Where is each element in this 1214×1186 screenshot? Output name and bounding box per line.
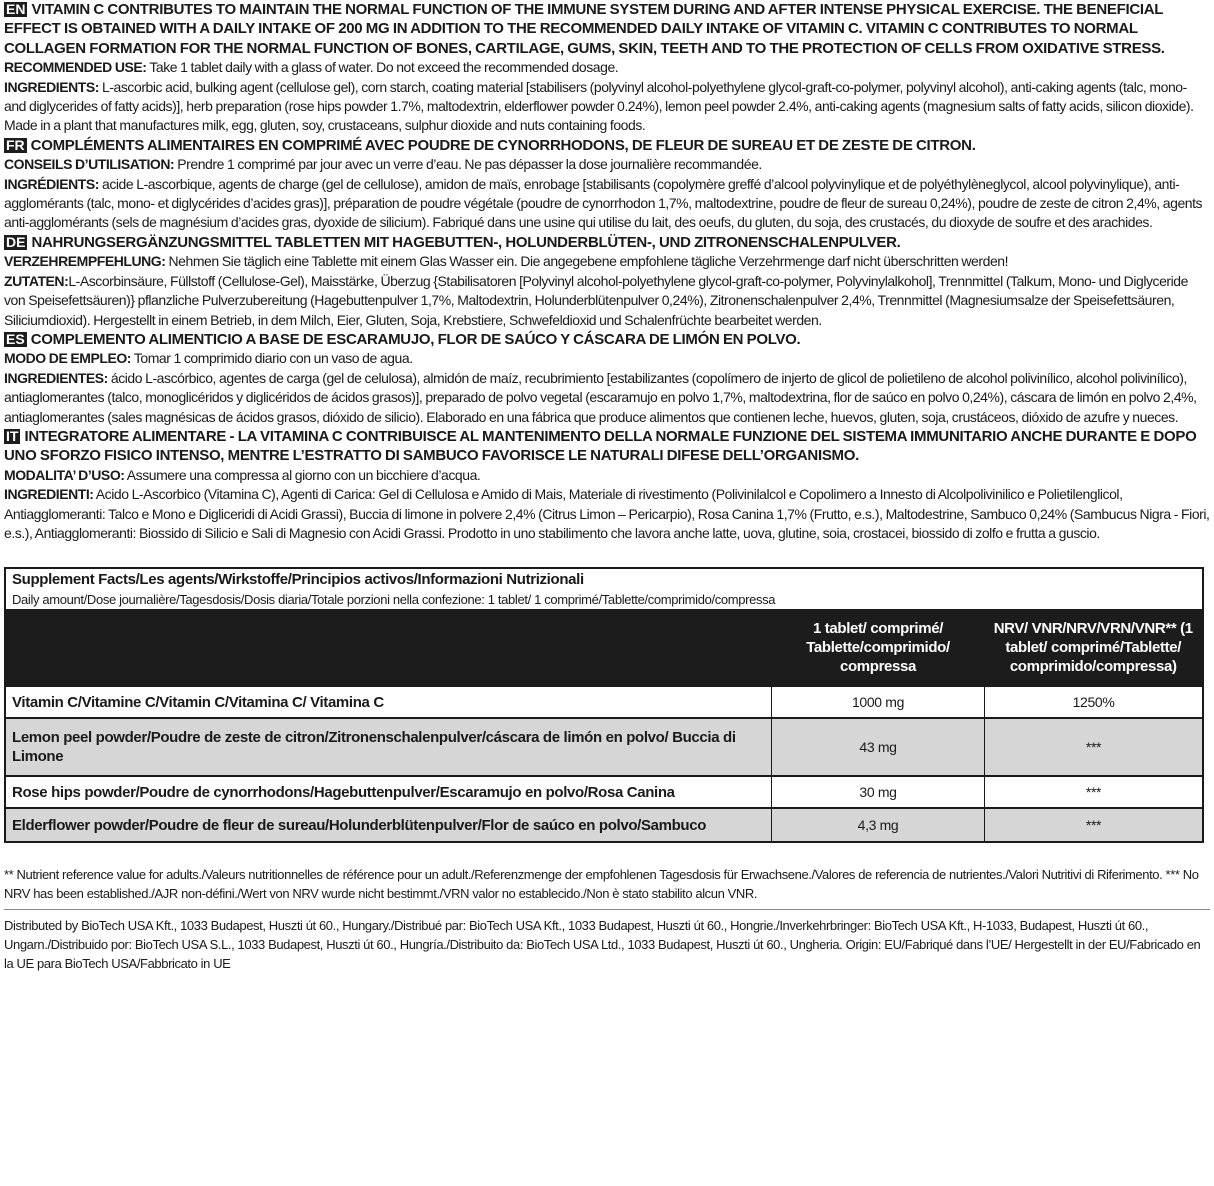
row-nrv: *** <box>985 808 1204 842</box>
section-es <box>4 330 1210 427</box>
ingredients-label-it: INGREDIENTI: <box>4 486 94 503</box>
ingredients-label-es: INGREDIENTES: <box>4 369 108 386</box>
row-nrv: *** <box>985 776 1204 808</box>
ingredients-text-de: L-Ascorbinsäure, Füllstoff (Cellulose-Gel), Maisstärke, Überzug {Stabilisatoren [Polyvinyl alcohol-polyethylene glycol-graft-co-polymer, Polyvinylalkohol], Trennmittel (Talkum, Mono- und Diglyceride von Speisefettsäuren)} pflanzliche Pulverzubereitung (Hagebuttenpulver 1,7%, Maltodextrin, Holunderblütenpulver 0,24%), Zitronenschalenpulver 2,4%, Trennmittel (Magnesiumsalze der Speisefettsäuren, Siliciumdioxid). Hergestellt in einem Betrieb, in dem Milch, Eier, Gluten, Soja, Krebstiere, Schwefeldioxid und Schalenfrüchte bearbeitet werden. <box>4 272 1188 328</box>
use-text-de: Nehmen Sie täglich eine Tablette mit einem Glas Wasser ein. Die angegebene empfohlene tägliche Verzehrmenge darf nicht überschritten werden! <box>168 253 1009 270</box>
facts-title-row <box>5 568 1203 590</box>
distribution-info: Distributed by BioTech USA Kft., 1033 Budapest, Huszti út 60., Hungary./Distribué par: BioTech USA Kft., 1033 Budapest, Huszti út 60., Hongrie./Inverkehrbringer: BioTech USA Kft., H-1033, Budapest, Huszti út 60., Ungarn./Distribuido por: BioTech USA S.L., 1033 Budapest, Huszti út 60., Hungría./Distribuito da: BioTech USA Ltd., 1033 Budapest, Huszti út 60., Ungheria. Origin: EU/Fabriqué dans l’UE/ Hergestellt in der EU/Fabricado en la UE para BioTech USA/Fabbricato in UE <box>4 918 1201 972</box>
header-amount: 1 tablet/ comprimé/ Tablette/comprimido/ compressa <box>772 609 985 686</box>
row-name: Rose hips powder/Poudre de cynorrhodons/Hagebuttenpulver/Escaramujo en polvo/Rosa Canina <box>5 776 772 808</box>
use-label-de: VERZEHREMPFEHLUNG: <box>4 253 166 270</box>
headline-es <box>4 330 1210 349</box>
ingredients-label-fr: INGRÉDIENTS: <box>4 175 99 192</box>
ingredients-label-en: INGREDIENTS: <box>4 78 99 95</box>
ingredients-de <box>4 272 1210 330</box>
use-text-fr: Prendre 1 comprimé par jour avec un verre d’eau. Ne pas dépasser la dose journalière recommandée. <box>177 156 762 173</box>
row-nrv: *** <box>985 718 1204 776</box>
header-nrv: NRV/ VNR/NRV/VRN/VNR** (1 tablet/ comprimé/Tablette/ comprimido/compressa) <box>985 609 1204 686</box>
row-name: Elderflower powder/Poudre de fleur de sureau/Holunderblütenpulver/Flor de saúco en polvo/Sambuco <box>5 808 772 842</box>
use-text-es: Tomar 1 comprimido diario con un vaso de agua. <box>133 350 413 367</box>
use-text-it: Assumere una compressa al giorno con un bicchiere d’acqua. <box>126 466 481 483</box>
headline-text-it: INTEGRATORE ALIMENTARE - LA VITAMINA C CONTRIBUISCE AL MANTENIMENTO DELLA NORMALE FUNZIONE DEL SISTEMA IMMUNITARIO ANCHE DURANTE E DOPO UNO SFORZO FISICO INTENSO, MENTRE L’ESTRATTO DI SAMBUCO FAVORISCE LE NATURALI DIFESE DELL’ORGANISMO. <box>4 427 1197 465</box>
headline-en <box>4 0 1210 58</box>
use-label-it: MODALITA’ D’USO: <box>4 466 125 483</box>
use-es <box>4 349 1210 368</box>
headline-it <box>4 427 1210 466</box>
row-amount: 4,3 mg <box>772 808 985 842</box>
use-en <box>4 58 1210 77</box>
row-amount: 1000 mg <box>772 686 985 718</box>
use-label-es: MODO DE EMPLEO: <box>4 350 132 367</box>
supplement-facts-table <box>4 567 1204 843</box>
language-badge-it: IT <box>6 427 19 444</box>
section-it <box>4 427 1210 543</box>
header-name-cell <box>5 609 772 686</box>
use-it <box>4 466 1210 485</box>
ingredients-text-fr: acide L-ascorbique, agents de charge (gel de cellulose), amidon de maïs, enrobage [stabilisants (copolymère greffé d’alcool polyvinylique et de polyéthylèneglycol, alcool polyvinylique), anti-agglomérants (talc, mono- et diglycérides d’acides gras)], préparation de poudre végétale (poudre de cynorrhodon 1,7%, maltodextrine, poudre de fleur de sureau 0,24%), poudre de zeste de citron 2,4%, agents anti-agglomérants (sels de magnésium d’acides gras, dyoxide de silicium). Fabriqué dans une usine qui utilise du lait, des oeufs, du gluten, du soja, des crustacés, du dioxyde de soufre et des arachides. <box>4 175 1203 231</box>
headline-text-es: COMPLEMENTO ALIMENTICIO A BASE DE ESCARAMUJO, FLOR DE SAÚCO Y CÁSCARA DE LIMÓN EN POLVO. <box>30 330 801 348</box>
facts-header-row <box>5 609 1203 686</box>
facts-title: Supplement Facts/Les agents/Wirkstoffe/Principios activos/Informazioni Nutrizionali <box>12 571 584 589</box>
headline-text-en: VITAMIN C CONTRIBUTES TO MAINTAIN THE NORMAL FUNCTION OF THE IMMUNE SYSTEM DURING AND AFTER INTENSE PHYSICAL EXERCISE. THE BENEFICIAL EFFECT IS OBTAINED WITH A DAILY INTAKE OF 200 MG IN ADDITION TO THE RECOMMENDED DAILY INTAKE OF VITAMIN C. VITAMIN C CONTRIBUTES TO NORMAL COLLAGEN FORMATION FOR THE NORMAL FUNCTION OF BONES, CARTILAGE, GUMS, SKIN, TEETH AND TO THE PROTECTION OF CELLS FROM OXIDATIVE STRESS. <box>4 1 1165 57</box>
row-name: Lemon peel powder/Poudre de zeste de citron/Zitronenschalenpulver/cáscara de limón en polvo/ Buccia di Limone <box>5 718 772 776</box>
nrv-footnote: ** Nutrient reference value for adults./Valeurs nutritionnelles de référence pour un adult./Referenzmenge der empfohlenen Tagesdosis für Erwachsene./Valores de referencia de nutrientes./Valori Nutritivi di Riferimento. *** No NRV has been established./AJR non-défini./Wert von NRV wurde nicht bestimmt./VRN valor no establecido./Non è stato stabilito alcun VNR. <box>4 865 1210 910</box>
row-name: Vitamin C/Vitamine C/Vitamin C/Vitamina C/ Vitamina C <box>5 686 772 718</box>
row-nrv: 1250% <box>985 686 1204 718</box>
facts-subtitle: Daily amount/Dose journalière/Tagesdosis/Dosis diaria/Totale porzioni nella confezione: 1 tablet/ 1 comprimé/Tablette/comprimido/compressa <box>12 592 776 608</box>
ingredients-en <box>4 78 1210 136</box>
use-label-en: RECOMMENDED USE: <box>4 59 147 76</box>
table-row <box>5 808 1203 842</box>
language-badge-en: EN <box>6 1 26 17</box>
headline-de <box>4 233 1210 252</box>
headline-text-fr: COMPLÉMENTS ALIMENTAIRES EN COMPRIMÉ AVEC POUDRE DE CYNORRHODONS, DE FLEUR DE SUREAU ET DE ZESTE DE CITRON. <box>30 136 976 154</box>
use-label-fr: CONSEILS D’UTILISATION: <box>4 156 175 173</box>
table-row <box>5 686 1203 718</box>
use-de <box>4 252 1210 271</box>
headline-text-de: NAHRUNGSERGÄNZUNGSMITTEL TABLETTEN MIT HAGEBUTTEN-, HOLUNDERBLÜTEN-, UND ZITRONENSCHALENPULVER. <box>31 233 901 251</box>
use-text-en: Take 1 tablet daily with a glass of water. Do not exceed the recommended dosage. <box>149 59 619 76</box>
facts-subtitle-row <box>5 590 1203 609</box>
ingredients-fr <box>4 175 1210 233</box>
ingredients-text-en: L-ascorbic acid, bulking agent (cellulose gel), corn starch, coating material [stabilisers (polyvinyl alcohol-polyethylene glycol-graft-co-polymer, polyvinyl alcohol), anti-caking agents (talc, mono- and diglycerides of fatty acids)], herb preparation (rose hips powder 1.7%, maltodextrin, elderflower powder 0.24%), lemon peel powder 2.4%, anti-caking agents (magnesium salts of fatty acids, silicon dioxide). Made in a plant that manufactures milk, egg, gluten, soy, crustaceans, sulphur dioxide and nuts containing foods. <box>4 78 1194 134</box>
table-row <box>5 776 1203 808</box>
row-amount: 43 mg <box>772 718 985 776</box>
section-de <box>4 233 1210 330</box>
row-amount: 30 mg <box>772 776 985 808</box>
section-fr <box>4 136 1210 233</box>
ingredients-label-de: ZUTATEN: <box>4 272 69 289</box>
ingredients-it <box>4 485 1210 543</box>
ingredients-text-it: Acido L-Ascorbico (Vitamina C), Agenti di Carica: Gel di Cellulosa e Amido di Mais, Materiale di rivestimento (Polivinilalcol e Copolimero a Innesto di Alcolpolivinilico e Polietilenglicol, Antiagglomeranti: Talco e Mono e Digliceridi di Acidi Grassi), Buccia di limone in polvere 2,4% (Citrus Limon – Pericarpio), Rosa Canina 1,7% (Frutto, e.s.), Maltodestrine, Sambuco 0,24% (Sambucus Nigra - Fiori, e.s.), Antiagglomeranti: Biossido di Silicio e Sali di Magnesio con Acidi Grassi. Prodotto in uno stabilimento che lavora anche latte, uova, glutine, soia, crostacei, biossido di zolfo e frutta a guscio. <box>4 486 1210 541</box>
ingredients-es <box>4 369 1210 427</box>
table-row <box>5 718 1203 776</box>
section-en <box>4 0 1210 136</box>
use-fr <box>4 155 1210 174</box>
ingredients-text-es: ácido L-ascórbico, agentes de carga (gel de celulosa), almidón de maíz, recubrimiento [estabilizantes (copolímero de injerto de glicol de polietileno de alcohol polivinílico, alcohol polivinílico), antiaglomerantes (talco, monoglicéridos y diglicéridos de ácidos grasos)], preparado de polvo vegetal (escaramujo en polvo 1,7%, maltodextrina, flor de saúco en polvo 0,24%), cáscara de limón en polvo 2,4%, antiaglomerantes (sales magnésicas de ácidos grasos, dióxido de silicio). Elaborado en una fábrica que produce alimentos que contienen leche, huevos, gluten, soja, crustáceos, dióxido de azufre y nueces. <box>4 369 1197 425</box>
headline-fr <box>4 136 1210 155</box>
language-badge-de: DE <box>6 233 26 250</box>
language-badge-es: ES <box>6 330 25 347</box>
language-badge-fr: FR <box>6 136 25 153</box>
supplement-facts <box>4 567 1210 843</box>
